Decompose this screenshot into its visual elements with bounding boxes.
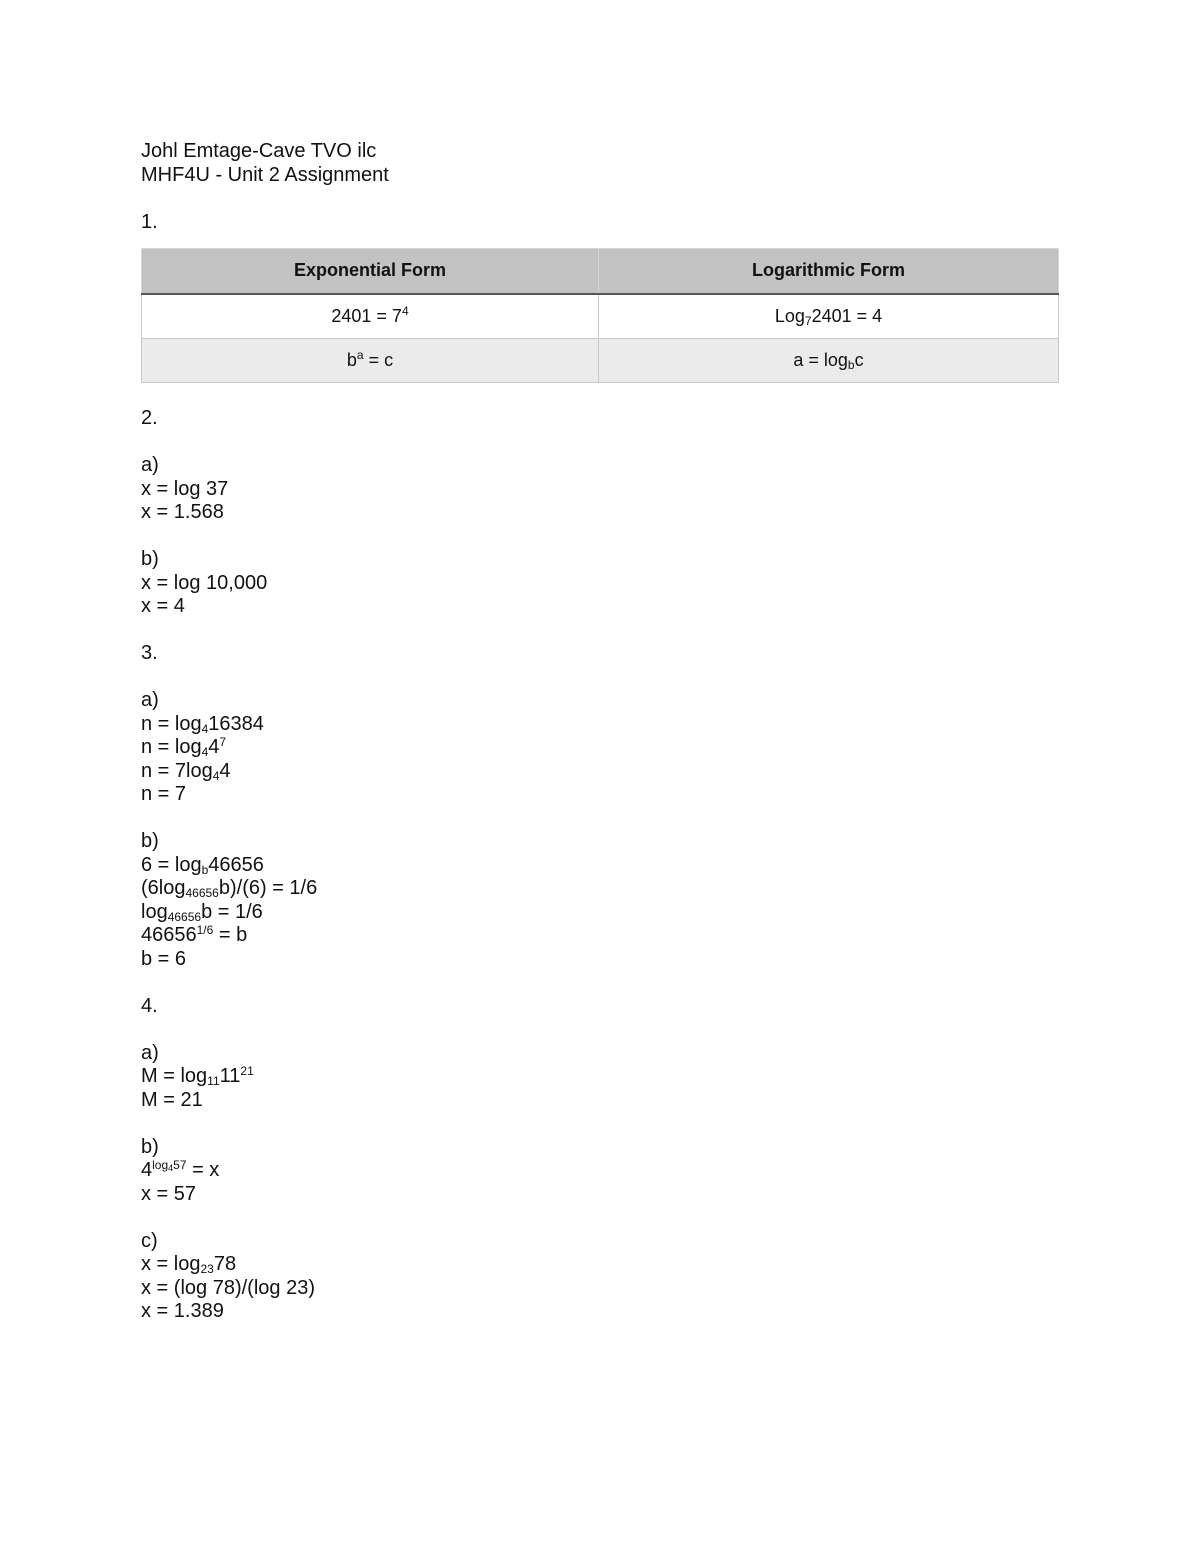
q3b-step: $\log_{46656}b = 1/6$	[141, 900, 263, 924]
q3a-label: a)	[141, 689, 159, 711]
author-line: Johl Emtage-Cave TVO ilc	[141, 140, 377, 162]
question-2-number: 2.	[141, 407, 158, 429]
q3b-step: $(6\log_{46656}b)/(6) = 1/6$	[141, 877, 318, 900]
forms-table	[141, 248, 1059, 383]
q3a-step: $n = \log_44^7$	[141, 735, 227, 759]
q4b-step: $4^{log_457} = x$	[141, 1158, 220, 1181]
question-3-number: 3.	[141, 642, 158, 664]
q3b-label: b)	[141, 830, 159, 852]
header-exponential-form: Exponential Form	[142, 249, 599, 295]
q4b-label: b)	[141, 1135, 159, 1158]
header-logarithmic-form: Logarithmic Form	[599, 249, 1059, 295]
log-cell-1: Log$_7$2401 = 4	[599, 294, 1059, 339]
q4c-step: x = (log 78)/(log 23)	[141, 1276, 315, 1299]
q2a-step: x = log 37	[141, 477, 229, 500]
q2a-step: x = 1.568	[141, 501, 224, 523]
course-title: MHF4U - Unit 2 Assignment	[141, 163, 389, 186]
document-page	[141, 140, 1061, 1324]
exp-cell-2: $b^a = c$	[142, 339, 599, 383]
table-row	[142, 339, 1059, 383]
q3b-step: b = 6	[141, 947, 187, 970]
q4c-step: x = 1.389	[141, 1300, 224, 1322]
q3a-step: $n = 7\log_44$	[141, 759, 231, 783]
table-row	[142, 294, 1059, 339]
q4a-step: M = 21	[141, 1088, 203, 1111]
q2b-label: b)	[141, 548, 159, 570]
q3a-step: n = 7	[141, 783, 187, 805]
q4a-step: $M = \log_{11}11^{21}$	[141, 1064, 254, 1088]
table-header-row	[142, 249, 1059, 295]
q4b-step: x = 57	[141, 1182, 197, 1205]
q3a-step: $n = \log_416384$	[141, 712, 264, 736]
log-cell-2: $a = \log_bc$	[599, 339, 1059, 383]
exp-cell-1: $2401 = 7^4$	[142, 294, 599, 339]
q4c-label: c)	[141, 1229, 158, 1252]
q2b-step: x = 4	[141, 595, 185, 617]
q2b-step: x = log 10,000	[141, 571, 268, 594]
q4a-label: a)	[141, 1041, 159, 1064]
question-4-number: 4.	[141, 994, 158, 1017]
q3b-step: $6 = \log_b46656$	[141, 853, 264, 877]
question-1-number: 1.	[141, 210, 158, 233]
q3b-step: $46656^{1/6} = b$	[141, 923, 248, 946]
q4c-step: $x = \log_{23}78$	[141, 1253, 237, 1276]
q2a-label: a)	[141, 454, 159, 476]
